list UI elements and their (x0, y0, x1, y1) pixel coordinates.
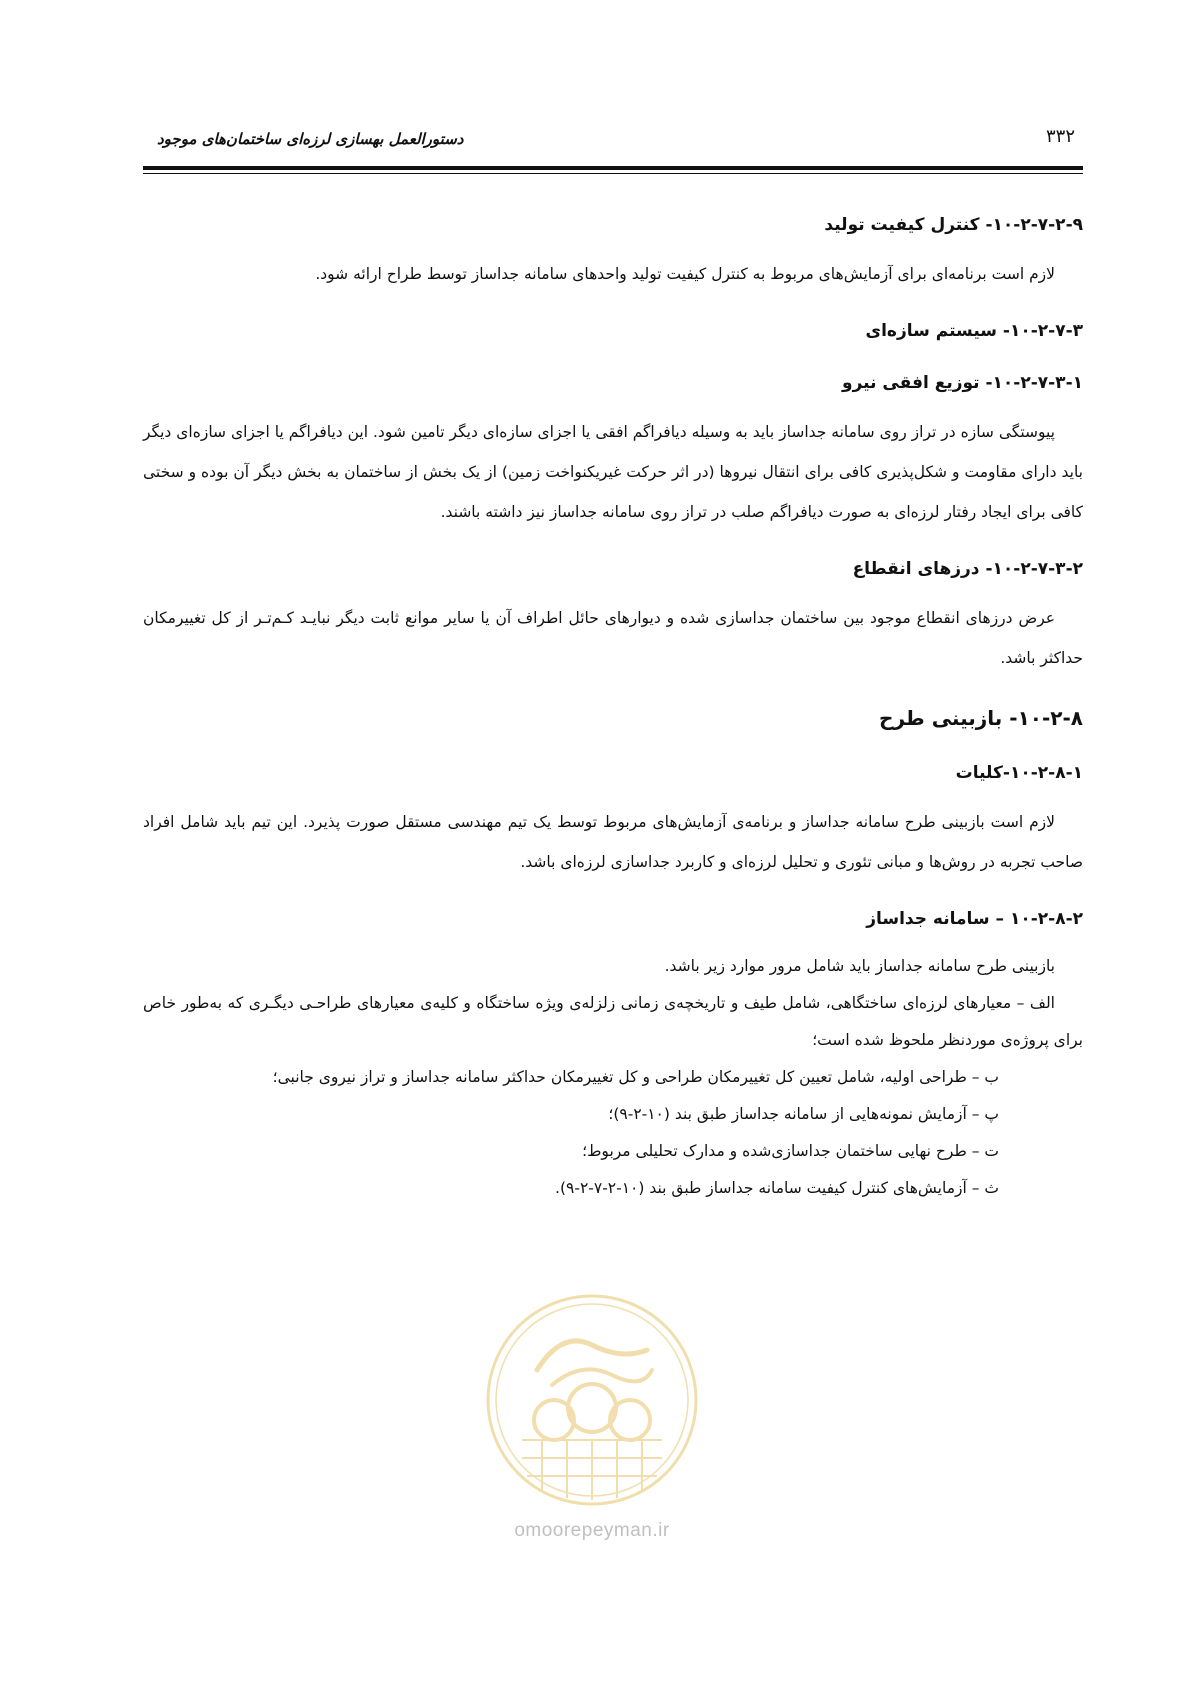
list-item-se: ث – آزمایش‌های کنترل کیفیت سامانه جداساز طبق بند (۱۰-۲-۷-۲-۹). (555, 1179, 999, 1197)
section-heading-horizontal-force-distribution: ۱۰-۲-۷-۳-۱- توزیع افقی نیرو (842, 373, 1083, 393)
section-heading-isolation-system: ۱۰-۲-۸-۲ – سامانه جداساز (866, 909, 1083, 929)
list-item-be: ب – طراحی اولیه، شامل تعیین کل تغییرمکان طراحی و کل تغییرمکان حداکثر سامانه جداساز و تراز نیروی جانبی؛ (272, 1068, 999, 1086)
section-heading-separation-joints: ۱۰-۲-۷-۳-۲- درزهای انقطاع (852, 559, 1083, 579)
header-rule-thick (143, 166, 1083, 170)
page-body (143, 210, 1083, 1207)
paragraph-isolation-intro: بازبینی طرح سامانه جداساز باید شامل مرور موارد زیر باشد. (664, 957, 1055, 975)
paragraph-quality-control: لازم است برنامه‌ای برای آزمایش‌های مربوط به کنترل کیفیت تولید واحدهای سامانه جداساز توسط طراح ارائه شود. (315, 265, 1055, 283)
section-heading-general: ۱۰-۲-۸-۱-کلیات (955, 763, 1083, 783)
list-item-alef: الف – معیارهای لرزه‌ای ساختگاهی، شامل طیف و تاریخچه‌ی زمانی زلزله‌ی ویژه ساختگاه و کلیه‌ی معیارهای طراحـی دیگـری که به‌طور خاص برای پروژه‌ی موردنظر ملحوظ شده است؛ (143, 994, 1083, 1049)
watermark-logo (482, 1290, 702, 1510)
running-title: دستورالعمل بهسازی لرزه‌ای ساختمان‌های موجود (157, 130, 464, 148)
list-item-pe: پ – آزمایش نمونه‌هایی از سامانه جداساز طبق بند (۱۰-۲-۹)؛ (608, 1105, 999, 1123)
paragraph-horizontal-force-distribution: پیوستگی سازه در تراز روی سامانه جداساز باید به وسیله دیافراگم افقی یا اجزای سازه‌ای دیگر تامین شود. این دیافراگم یا اجزای سازه‌ای دیگر باید دارای مقاومت و شکل‌پذیری کافی برای انتقال نیروها (در اثر حرکت غیریکنواخت زمین) از یک بخش از ساختمان به بخش دیگر آن بوده و سختی کافی برای ایجاد رفتار لرزه‌ای به صورت دیافراگم صلب در تراز روی سامانه جداساز نیز داشته باشند. (143, 423, 1083, 521)
header-rule-thin (143, 173, 1083, 174)
watermark-url: omoorepeyman.ir (514, 1520, 670, 1541)
section-heading-design-review: ۱۰-۲-۸- بازبینی طرح (879, 706, 1083, 730)
page-number: ۳۳۲ (1045, 126, 1075, 147)
list-item-te: ت – طرح نهایی ساختمان جداسازی‌شده و مدارک تحلیلی مربوط؛ (582, 1142, 999, 1160)
section-heading-structural-system: ۱۰-۲-۷-۳- سیستم سازه‌ای (865, 321, 1083, 341)
paragraph-separation-joints: عرض درزهای انقطاع موجود بین ساختمان جداسازی شده و دیوارهای حائل اطراف آن یا سایر موانع ثابت دیگر نبایـد کـم‌تـر از کل تغییرمکان حداکثر باشد. (143, 609, 1083, 667)
paragraph-general: لازم است بازبینی طرح سامانه جداساز و برنامه‌ی آزمایش‌های مربوط توسط یک تیم مهندسی مستقل صورت پذیرد. این تیم باید شامل افراد صاحب تجربه در روش‌ها و مبانی تئوری و تحلیل لرزه‌ای و کاربرد جداسازی لرزه‌ای باشد. (143, 813, 1083, 871)
section-heading-quality-control: ۱۰-۲-۷-۲-۹- کنترل کیفیت تولید (824, 215, 1083, 235)
page-header (143, 126, 1083, 166)
